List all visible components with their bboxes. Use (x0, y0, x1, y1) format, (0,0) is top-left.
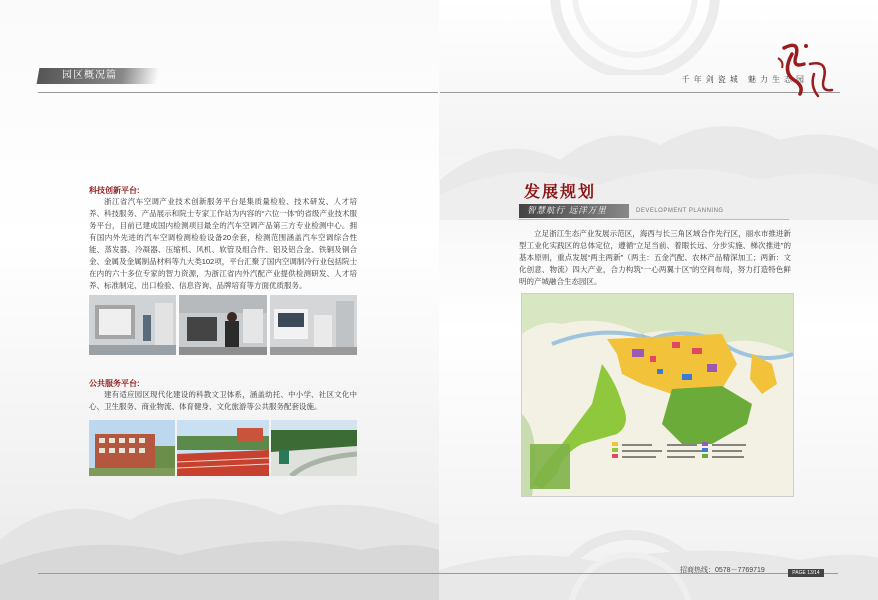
park-photo (271, 420, 357, 476)
planning-map (521, 293, 794, 497)
slogan-banner-label: 智慧航行 远洋万里 (527, 206, 607, 216)
tech-photo-row (89, 295, 357, 355)
development-text: 立足浙江生态产业发展示范区，海西与长三角区域合作先行区，丽水市推进新型工业化实践区的总体定位，遵循“立足当前、着眼长远、分步实施、梯次推进”的基本原则，重点发展“两主两新”（两主：五金汽配、农林产品精深加工；两新：文化创意、物流）四大产业，合力构筑“一心两翼十区”的空间布局，努力打造特色鲜明的产城融合生态园区。 (519, 229, 791, 286)
header-rule-left (38, 92, 438, 93)
page-number: PAGE 13/14 (788, 569, 824, 577)
ornament-top (540, 0, 730, 75)
development-title-en: DEVELOPMENT PLANNING (636, 208, 724, 214)
tech-platform-text: 浙江省汽车空调产业技术创新服务平台是集质量检验、技术研发、人才培养、科技服务、产品展示和院士专家工作站为内容的“六位一体”的省级产业技术服务平台，目前已建成国内检测项目最全的汽车空调产品第三方专业检测中心。拥有国内外先进的汽车空调检测检验设备20余套，检测范围涵盖汽车空调综合性能、蒸发器、冷凝器、压缩机、风机、软管及组合件、铝及铝合金、铁铜及铜合金、金属及金属制品材料等九大类102项，平台汇聚了国内空调制冷行业包括院士在内的六十多位专家的智力资源，为浙江省内外汽配产业提供检测研发、人才培养、标准制定、出口检验、信息咨询、品牌培育等方面优质服务。 (89, 197, 357, 290)
track-photo (177, 420, 269, 476)
public-platform-text: 建有适应园区现代化建设的科教文卫体系，涵盖幼托、中小学、社区文化中心、卫生服务、商业物流、体育健身、文化旅游等公共服务配套设施。 (89, 390, 357, 411)
development-title: 发展规划 (524, 182, 597, 201)
section-tag-label: 园区概况篇 (62, 70, 117, 81)
lab-photo-3 (270, 295, 357, 355)
header-slogan: 千年剑瓷城 魅力生态园 (681, 75, 808, 84)
calligraphy-logo (770, 34, 840, 104)
lab-photo-1 (89, 295, 176, 355)
school-photo (89, 420, 175, 476)
hotline: 招商热线：0578－7769719 (680, 567, 765, 574)
slogan-banner (519, 204, 629, 218)
public-photo-row (89, 420, 357, 476)
ornament-bottom (530, 520, 730, 600)
tech-platform-title: 科技创新平台: (89, 186, 140, 195)
public-platform-title: 公共服务平台: (89, 379, 140, 388)
lab-photo-2 (179, 295, 267, 355)
banner-rule (519, 219, 789, 220)
section-tag (37, 68, 160, 84)
